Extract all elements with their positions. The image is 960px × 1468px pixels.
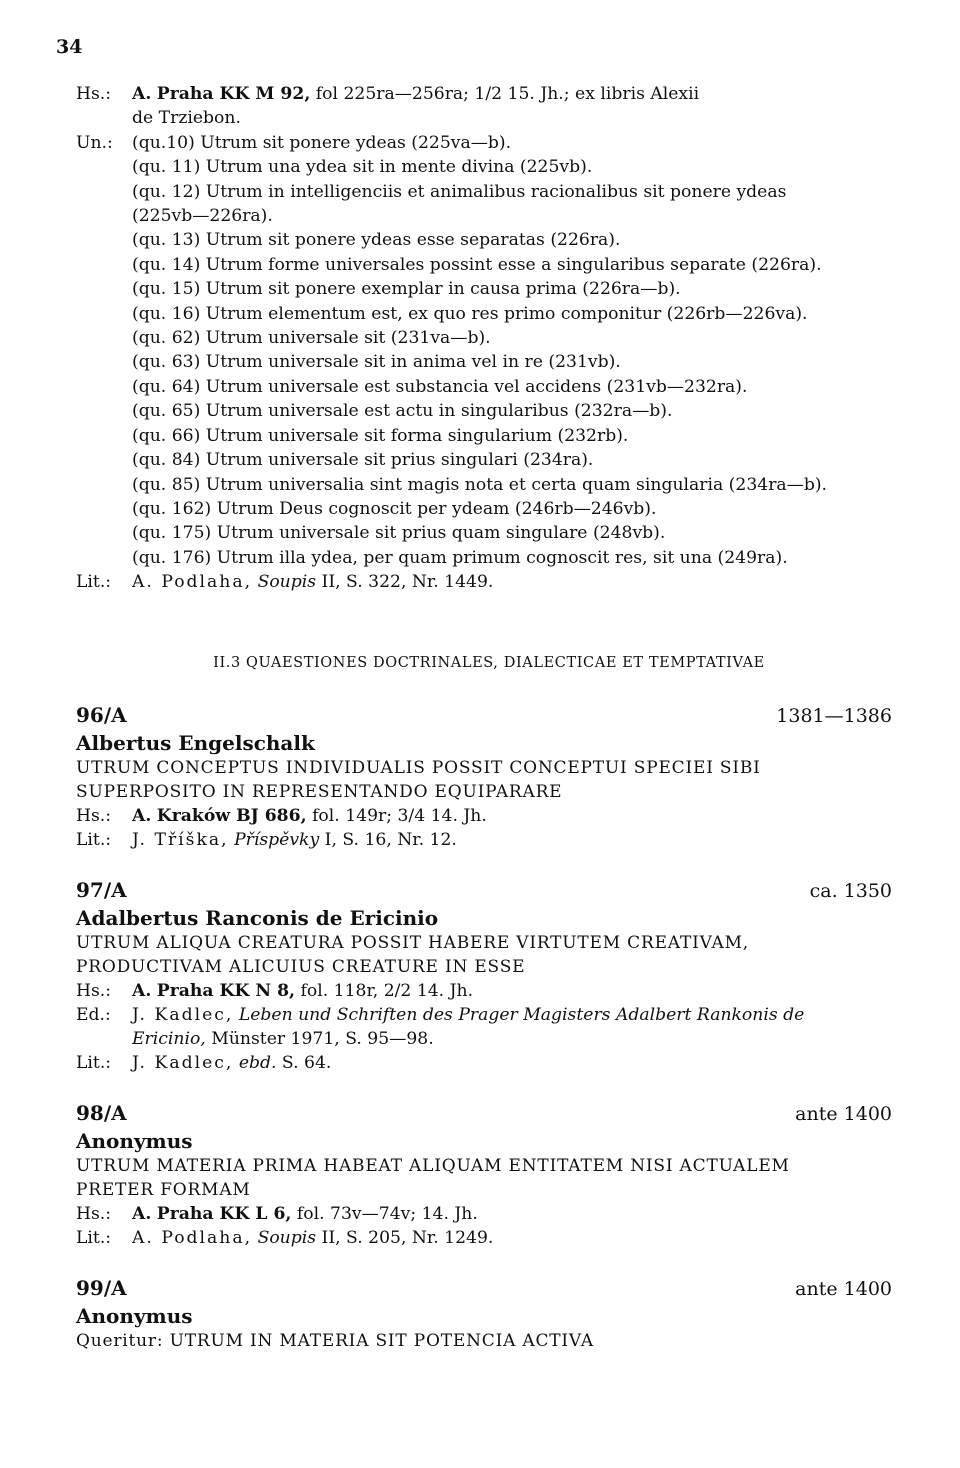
ed-details: Münster 1971, S. 95—98.: [211, 1028, 434, 1049]
entry-header: [76, 876, 892, 905]
question-item: (qu. 64) Utrum universale est substancia vel accidens (231vb—232ra).: [132, 376, 748, 397]
entry-author: Adalbertus Ranconis de Ericinio: [76, 905, 439, 930]
lit-line: [76, 1226, 892, 1250]
hs-siglum: A.: [132, 84, 152, 104]
ed-continuation: [76, 1027, 892, 1051]
entry: [76, 876, 892, 1075]
lit-details: II, S. 205, Nr. 1249.: [321, 1227, 494, 1248]
question-item: (qu. 11) Utrum una ydea sit in mente divina (225vb).: [132, 157, 593, 178]
entry-header: [76, 1099, 892, 1128]
hs-manuscript: Praha KK M 92,: [156, 84, 311, 104]
entry-header: [76, 1274, 892, 1303]
entry-date: ca. 1350: [809, 879, 892, 902]
hs-continuation: de Trziebon.: [132, 108, 241, 129]
ed-line: [76, 1003, 892, 1027]
lit-work: Soupis: [257, 1227, 317, 1248]
question-item: (qu. 84) Utrum universale sit prius singulari (234ra).: [132, 450, 594, 471]
entry: [76, 701, 892, 852]
hs-details: fol. 149r; 3/4 14. Jh.: [312, 805, 487, 826]
hs-label: Hs.:: [76, 1203, 112, 1224]
question-item: (qu. 65) Utrum universale est actu in singularibus (232ra—b).: [132, 401, 673, 422]
entry-title-line: UTRUM CONCEPTUS INDIVIDUALIS POSSIT CONCEPTUI SPECIEI SIBI: [76, 757, 761, 778]
question-item: (qu. 16) Utrum elementum est, ex quo res primo componitur (226rb—226va).: [132, 303, 808, 324]
entry-date: 1381—1386: [776, 704, 892, 727]
entry-title-line: [76, 1329, 892, 1353]
hs-label: Hs.:: [76, 84, 112, 104]
hs-siglum: A.: [132, 1203, 152, 1224]
lit-work: Příspěvky: [234, 829, 320, 850]
hs-details: fol. 73v—74v; 14. Jh.: [296, 1203, 478, 1224]
question-item: (qu. 176) Utrum illa ydea, per quam primum cognoscit res, sit una (249ra).: [132, 547, 788, 568]
lit-work: ebd.: [238, 1052, 277, 1073]
hs-manuscript: Praha KK N 8,: [156, 980, 296, 1001]
entry-title-line: UTRUM MATERIA PRIMA HABEAT ALIQUAM ENTITATEM NISI ACTUALEM: [76, 1155, 790, 1176]
lit-label: Lit.:: [76, 1052, 112, 1073]
entry-number: 97/A: [76, 877, 127, 902]
hs-line: [76, 82, 892, 106]
lit-label: Lit.:: [76, 829, 112, 850]
hs-manuscript: Kraków BJ 686,: [156, 805, 307, 826]
entry-title-line: SUPERPOSITO IN REPRESENTANDO EQUIPARARE: [76, 781, 563, 802]
question-item: (qu. 62) Utrum universale sit (231va—b).: [132, 328, 491, 349]
entry-author: Anonymus: [76, 1303, 193, 1328]
question-item: (qu. 12) Utrum in intelligenciis et animalibus racionalibus sit ponere ydeas: [132, 181, 787, 202]
lit-author: J. Tříška,: [132, 829, 229, 850]
lit-line: [76, 570, 892, 594]
lit-line: [76, 1051, 892, 1075]
entry-date: ante 1400: [795, 1102, 892, 1125]
question-item: (qu. 175) Utrum universale sit prius quam singulare (248vb).: [132, 523, 666, 544]
entry-date: ante 1400: [795, 1277, 892, 1300]
hs-siglum: A.: [132, 980, 152, 1001]
lit-line: [76, 828, 892, 852]
question-item: (qu. 14) Utrum forme universales possint esse a singularibus separate (226ra).: [132, 254, 822, 275]
lit-work: Soupis: [257, 572, 317, 593]
hs-label: Hs.:: [76, 805, 112, 826]
entry-title-text: UTRUM IN MATERIA SIT POTENCIA ACTIVA: [169, 1330, 594, 1351]
entry-author: Albertus Engelschalk: [76, 730, 315, 755]
un-label: Un.:: [76, 132, 113, 153]
ed-work-cont: Ericinio,: [132, 1028, 206, 1049]
entry: [76, 1274, 892, 1353]
un-line: [76, 131, 892, 155]
top-manuscript-block: [76, 82, 892, 595]
question-item: (qu. 13) Utrum sit ponere ydeas esse separatas (226ra).: [132, 230, 621, 251]
lit-author: A. Podlaha,: [132, 1227, 253, 1248]
hs-manuscript: Praha KK L 6,: [156, 1203, 292, 1224]
page-number: 34: [56, 36, 83, 58]
section-heading: II.3 QUAESTIONES DOCTRINALES, DIALECTICAE ET TEMPTATIVAE: [213, 654, 765, 671]
lit-author: A. Podlaha,: [132, 572, 253, 593]
hs-line: [76, 804, 892, 828]
ed-work: Leben und Schriften des Prager Magisters Adalbert Rankonis de: [238, 1004, 805, 1025]
ed-author: J. Kadlec,: [132, 1004, 234, 1025]
hs-details: fol. 118r, 2/2 14. Jh.: [300, 980, 474, 1001]
entry-author: Anonymus: [76, 1128, 193, 1153]
hs-line: [76, 1202, 892, 1226]
entry: [76, 1099, 892, 1250]
question-item: (qu. 85) Utrum universalia sint magis nota et certa quam singularia (234ra—b).: [132, 474, 828, 495]
lit-details: II, S. 322, Nr. 1449.: [321, 572, 494, 593]
lit-author: J. Kadlec,: [132, 1052, 234, 1073]
lit-details: S. 64.: [281, 1052, 332, 1073]
queritur-label: Queritur:: [76, 1330, 164, 1351]
question-item: (qu. 66) Utrum universale sit forma singularium (232rb).: [132, 425, 629, 446]
hs-details: fol 225ra—256ra; 1/2 15. Jh.; ex libris Alexii: [315, 84, 700, 104]
lit-label: Lit.:: [76, 572, 112, 593]
entry-number: 98/A: [76, 1100, 127, 1125]
hs-line: [76, 979, 892, 1003]
question-item: (qu.10) Utrum sit ponere ydeas (225va—b).: [132, 132, 512, 153]
document-page: [56, 36, 892, 1353]
entry-title-line: UTRUM ALIQUA CREATURA POSSIT HABERE VIRTUTEM CREATIVAM,: [76, 932, 750, 953]
entry-number: 96/A: [76, 702, 127, 727]
hs-label: Hs.:: [76, 980, 112, 1001]
entry-number: 99/A: [76, 1275, 127, 1300]
entry-title-line: PRETER FORMAM: [76, 1179, 251, 1200]
entry-title-line: PRODUCTIVAM ALICUIUS CREATURE IN ESSE: [76, 956, 526, 977]
hs-siglum: A.: [132, 805, 152, 826]
question-item: (qu. 15) Utrum sit ponere exemplar in causa prima (226ra—b).: [132, 279, 681, 300]
question-item: (qu. 63) Utrum universale sit in anima vel in re (231vb).: [132, 352, 621, 373]
ed-label: Ed.:: [76, 1004, 111, 1025]
question-item: (225vb—226ra).: [132, 206, 273, 227]
lit-details: I, S. 16, Nr. 12.: [324, 829, 457, 850]
lit-label: Lit.:: [76, 1227, 112, 1248]
entry-header: [76, 701, 892, 730]
question-item: (qu. 162) Utrum Deus cognoscit per ydeam (246rb—246vb).: [132, 498, 657, 519]
